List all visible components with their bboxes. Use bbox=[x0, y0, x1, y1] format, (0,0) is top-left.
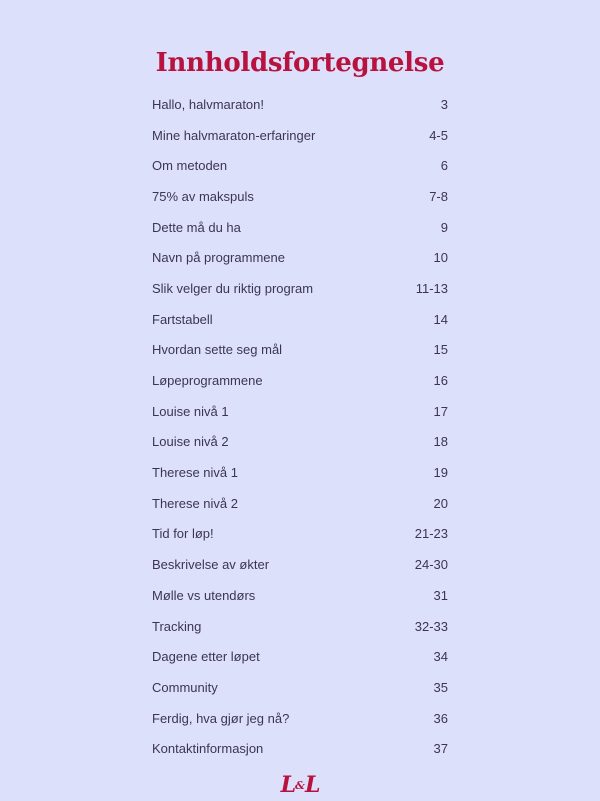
toc-entry-title: Dette må du ha bbox=[152, 219, 241, 235]
toc-entry-title: Slik velger du riktig program bbox=[152, 280, 314, 296]
toc-entry-page: 17 bbox=[433, 403, 448, 419]
toc-entry[interactable] bbox=[152, 212, 448, 243]
toc-entry[interactable] bbox=[152, 611, 448, 642]
toc-entry-title: 75% av makspuls bbox=[152, 188, 254, 204]
toc-entry[interactable] bbox=[152, 672, 448, 703]
toc-entry-title: Hvordan sette seg mål bbox=[152, 342, 283, 358]
toc-entry-page: 16 bbox=[433, 373, 448, 389]
toc-entry-title: Community bbox=[152, 679, 218, 695]
toc-entry[interactable] bbox=[152, 396, 448, 427]
toc-entry-title: Mølle vs utendørs bbox=[152, 587, 256, 603]
toc-entry-page: 14 bbox=[433, 311, 448, 327]
toc-entry[interactable] bbox=[152, 427, 448, 458]
toc-entry-title: Tid for løp! bbox=[152, 526, 214, 542]
toc-entry-page: 21-23 bbox=[414, 526, 448, 542]
toc-entry-title: Navn på programmene bbox=[152, 250, 285, 266]
toc-entry-page: 3 bbox=[440, 96, 448, 112]
logo-ampersand: & bbox=[295, 779, 305, 792]
toc-entry-title: Hallo, halvmaraton! bbox=[152, 96, 264, 112]
toc-entry[interactable] bbox=[152, 519, 448, 550]
toc-entry-page: 32-33 bbox=[414, 618, 448, 634]
toc-entry[interactable] bbox=[152, 703, 448, 734]
toc-entry[interactable] bbox=[152, 150, 448, 181]
toc-entry[interactable] bbox=[152, 304, 448, 335]
toc-entry-page: 10 bbox=[433, 250, 448, 266]
toc-entry-title: Mine halvmaraton-erfaringer bbox=[152, 127, 316, 143]
toc-entry-page: 37 bbox=[433, 741, 448, 757]
toc-entry[interactable] bbox=[152, 365, 448, 396]
toc-entry[interactable] bbox=[152, 549, 448, 580]
toc-entry-page: 9 bbox=[440, 219, 448, 235]
toc-entry-page: 31 bbox=[433, 587, 448, 603]
logo-letter-left: L bbox=[280, 772, 296, 798]
toc-entry-page: 15 bbox=[433, 342, 448, 358]
toc-entry-title: Kontaktinformasjon bbox=[152, 741, 264, 757]
toc-entry-title: Tracking bbox=[152, 618, 202, 634]
toc-entry-title: Fartstabell bbox=[152, 311, 213, 327]
toc-entry[interactable] bbox=[152, 641, 448, 672]
toc-entry[interactable] bbox=[152, 488, 448, 519]
toc-entry[interactable] bbox=[152, 181, 448, 212]
brand-logo bbox=[0, 770, 600, 801]
toc-entry-page: 20 bbox=[433, 495, 448, 511]
toc-entry-page: 18 bbox=[433, 434, 448, 450]
toc-entry-page: 7-8 bbox=[429, 188, 448, 204]
toc-entry-page: 34 bbox=[433, 649, 448, 665]
toc-entry-title: Louise nivå 1 bbox=[152, 403, 229, 419]
toc-entry[interactable] bbox=[152, 733, 448, 764]
toc-entry[interactable] bbox=[152, 89, 448, 120]
toc-entry-title: Løpeprogrammene bbox=[152, 373, 263, 389]
logo-letter-right: L bbox=[304, 772, 320, 798]
toc-entry-page: 11-13 bbox=[415, 280, 448, 296]
toc-entry-page: 24-30 bbox=[414, 557, 448, 573]
toc-entry-page: 19 bbox=[433, 465, 448, 481]
toc-entry[interactable] bbox=[152, 273, 448, 304]
toc-entry-title: Therese nivå 1 bbox=[152, 465, 238, 481]
toc-entry-title: Ferdig, hva gjør jeg nå? bbox=[152, 710, 290, 726]
toc-entry-title: Beskrivelse av økter bbox=[152, 557, 270, 573]
toc-entry[interactable] bbox=[152, 580, 448, 611]
toc-entry-title: Therese nivå 2 bbox=[152, 495, 238, 511]
toc-entry-title: Om metoden bbox=[152, 158, 228, 174]
toc-entry-title: Louise nivå 2 bbox=[152, 434, 229, 450]
table-of-contents bbox=[152, 89, 448, 764]
toc-entry-title: Dagene etter løpet bbox=[152, 649, 260, 665]
toc-entry[interactable] bbox=[152, 242, 448, 273]
toc-entry-page: 4-5 bbox=[429, 127, 448, 143]
toc-entry-page: 36 bbox=[433, 710, 448, 726]
toc-entry-page: 35 bbox=[433, 679, 448, 695]
toc-entry[interactable] bbox=[152, 335, 448, 366]
toc-entry-page: 6 bbox=[440, 158, 448, 174]
toc-entry[interactable] bbox=[152, 457, 448, 488]
toc-entry[interactable] bbox=[152, 120, 448, 151]
page-title: Innholdsfortegnelse bbox=[155, 48, 445, 79]
